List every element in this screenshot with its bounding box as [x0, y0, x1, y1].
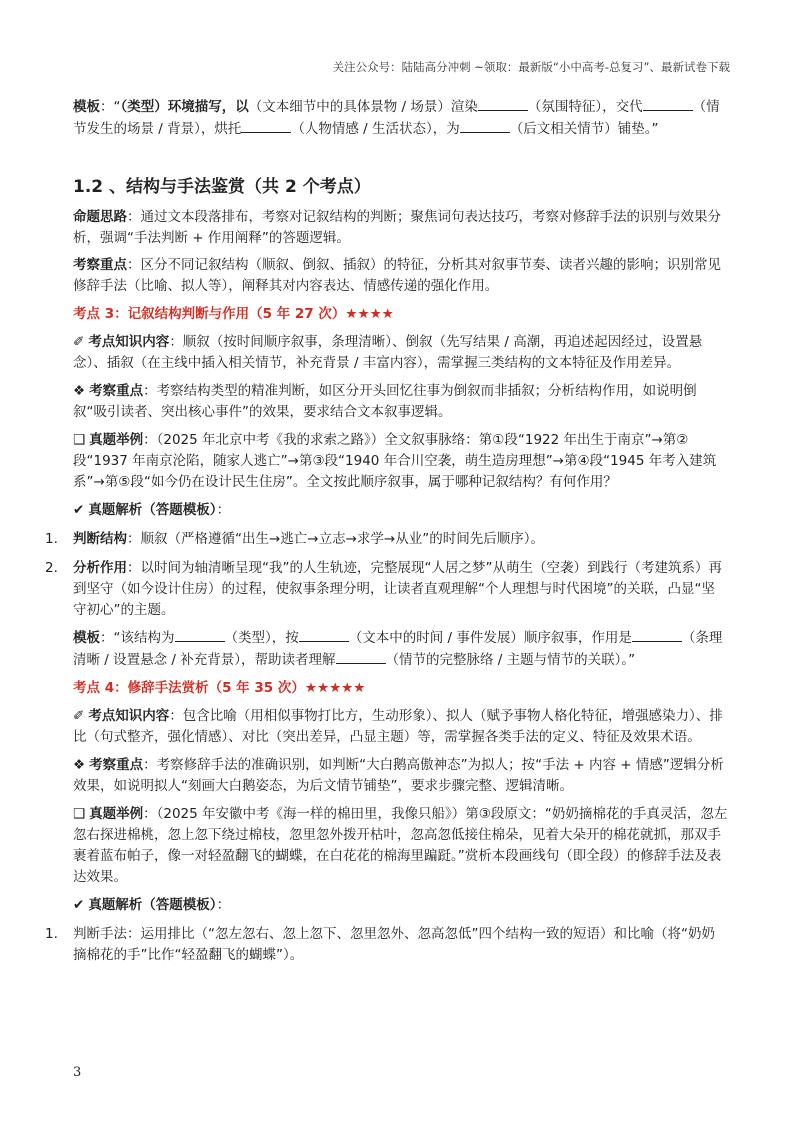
kd3-example [73, 430, 728, 493]
template-text: （情节发生的场景 / 背景），烘托 [73, 99, 720, 137]
template-text: （文本中的时间 / 事件发展）顺序叙事，作用是 [348, 630, 632, 646]
item-text: 判断手法：运用排比（“忽左忽右、忽上忽下、忽里忽外、忽高忽低”四个结构一致的短语）和比喻（将“奶奶摘棉花的手”比作“轻盈翻飞的蝴蝶”）。 [73, 926, 715, 963]
template-text: （人物情感 / 生活状态），为 [291, 121, 460, 137]
kd3-knowledge [73, 332, 728, 374]
item-text: ：顺叙（严格遵循“出生→逃亡→立志→求学→从业”的时间先后顺序）。 [127, 531, 544, 547]
kaodian-4-title: 考点 4：修辞手法赏析（5 年 35 次）★★★★★ [73, 680, 366, 696]
template-text: （文本细节中的具体景物 / 场景）渲染 [248, 99, 478, 115]
template-text: （情节的完整脉络 / 主题与情节的关联）。” [385, 652, 636, 668]
item-label: 判断结构 [73, 531, 127, 547]
template-text: ：“ [100, 99, 121, 115]
template-text: （类型），按 [224, 630, 299, 646]
list-item [45, 558, 728, 621]
knowledge-text: ：包含比喻（用相似事物打比方，生动形象）、拟人（赋予事物人格化特征，增强感染力）、排比（句式整齐，强化情感）、对比（突出差异，凸显主题）等，需掌握各类手法的定义、特征及效果术语。 [73, 708, 723, 745]
fill-blank [478, 96, 528, 111]
focus-text: ：考察修辞手法的准确识别，如判断“大白鹅高傲神态”为拟人；按“手法 + 内容 + 情感”逻辑分析效果，如说明拟人“刻画大白鹅姿态，为后文情节铺垫”，要求步骤完整、逻辑清晰。 [73, 757, 724, 794]
example-label: 真题举例 [89, 432, 144, 448]
example-text: ：（2025 年北京中考《我的求索之路》）全文叙事脉络：第①段“1922 年出生于南京”→第②段“1937 年南京沦陷，随家人逃亡”→第③段“1940 年合川空袭，萌生造房理想”→第④段“1945 年考入建筑系”→第⑤段“如今仍在设计民生住房”。全文按此顺序叙事，属于哪种记叙结构？有何作用？ [73, 432, 717, 490]
template-label: 模板 [73, 99, 100, 115]
fill-blank [460, 118, 510, 133]
template-paragraph [73, 96, 728, 160]
focus-text: ：考察结构类型的精准判断，如区分开头回忆往事为倒叙而非插叙；分析结构作用，如说明倒叙“吸引读者、突出核心事件”的效果，要求结合文本叙事逻辑。 [73, 383, 697, 420]
kaodian-3-title: 考点 3：记叙结构判断与作用（5 年 27 次）★★★★ [73, 306, 394, 322]
check-icon: ✔ [73, 897, 85, 913]
kaocha-text: ：区分不同记叙结构（顺叙、倒叙、插叙）的特征，分析其对叙事节奏、读者兴趣的影响；识别常见修辞手法（比喻、拟人等），阐释其对内容表达、情感传递的强化作用。 [73, 257, 721, 294]
knowledge-text: ：顺叙（按时间顺序叙事，条理清晰）、倒叙（先写结果 / 高潮，再追述起因经过，设置悬念）、插叙（在主线中插入相关情节，补充背景 / 丰富内容），需掌握三类结构的文本特征及作用差异。 [73, 334, 703, 371]
template-text: ：“该结构为 [100, 630, 175, 646]
list-item [45, 924, 728, 966]
list-number: 2. [45, 560, 58, 576]
template-text: （条理清晰 / 设置悬念 / 补充背景），帮助读者理解 [73, 630, 723, 668]
kd4-knowledge [73, 706, 728, 748]
fill-blank [643, 96, 693, 111]
kd3-answer-heading [73, 500, 728, 521]
item-label: 分析作用 [73, 560, 127, 576]
kaocha-label: 考察重点 [73, 257, 127, 273]
fill-blank [299, 627, 349, 642]
section-title: 1.2 、结构与手法鉴赏（共 2 个考点） [73, 177, 371, 197]
mingti-label: 命题思路 [73, 209, 127, 225]
mingti-text: ：通过文本段落排布，考察对记叙结构的判断；聚焦词句表达技巧，考察对修辞手法的识别与效果分析，强调“手法判断 + 作用阐释”的答题逻辑。 [73, 209, 721, 246]
kd3-template [73, 627, 728, 671]
example-label: 真题举例 [89, 806, 144, 822]
item-text: ：以时间为轴清晰呈现“我”的人生轨迹，完整展现“人居之梦”从萌生（空袭）到践行（考建筑系）再到坚守（如今设计住房）的过程，使叙事条理分明，让读者直观理解“个人理想与时代困境”的关联，凸显“坚守初心”的主题。 [73, 560, 722, 618]
diamond-bullet-icon: ❖ [73, 383, 86, 399]
list-item [45, 529, 728, 550]
template-label: 模板 [73, 630, 100, 646]
fill-blank [632, 627, 682, 642]
template-text: （氛围特征），交代 [527, 99, 643, 115]
list-number: 1. [45, 531, 58, 547]
fill-blank [175, 627, 225, 642]
kd4-focus [73, 755, 728, 797]
list-number: 1. [45, 926, 58, 942]
square-bullet-icon: ❑ [73, 432, 86, 448]
kd4-answer-heading [73, 895, 728, 916]
mingti-paragraph [73, 207, 728, 249]
diamond-bullet-icon: ❖ [73, 757, 86, 773]
kd4-example [73, 804, 728, 888]
example-text: ：（2025 年安徽中考《海一样的棉田里，我像只船》）第③段原文：“奶奶摘棉花的手真灵活，忽左忽右探进棉桃，忽上忽下绕过棉枝，忽里忽外拨开枯叶，忽高忽低接住棉朵，见着大朵开的棉花就抓，那双手裹着蓝布帕子，像一对轻盈翻飞的蝴蝶，在白花花的棉海里蹁跹。”赏析本段画线句（即全段）的修辞手法及表达效果。 [73, 806, 728, 885]
answer-colon: ： [216, 897, 231, 913]
focus-label: 考察重点 [89, 383, 144, 399]
template-bold: （类型）环境描写，以 [120, 99, 249, 115]
check-icon: ✔ [73, 502, 85, 518]
page-content [45, 96, 728, 966]
kaocha-paragraph [73, 255, 728, 297]
answer-label: 真题解析（答题模板） [88, 897, 217, 913]
template-text: （后文相关情节）铺垫。” [509, 121, 659, 137]
knowledge-label: 考点知识内容 [88, 708, 170, 724]
square-bullet-icon: ❑ [73, 806, 86, 822]
fill-blank [241, 118, 291, 133]
page-header: 关注公众号：陆陆高分冲刺 ~领取：最新版“小中高考-总复习”、最新试卷下载 [332, 60, 730, 74]
pencil-icon: ✐ [73, 708, 85, 724]
page-number: 3 [73, 1065, 82, 1080]
kd3-focus [73, 381, 728, 423]
focus-label: 考察重点 [89, 757, 144, 773]
knowledge-label: 考点知识内容 [88, 334, 170, 350]
answer-label: 真题解析（答题模板） [88, 502, 217, 518]
pencil-icon: ✐ [73, 334, 85, 350]
answer-colon: ： [216, 502, 231, 518]
fill-blank [336, 649, 386, 664]
